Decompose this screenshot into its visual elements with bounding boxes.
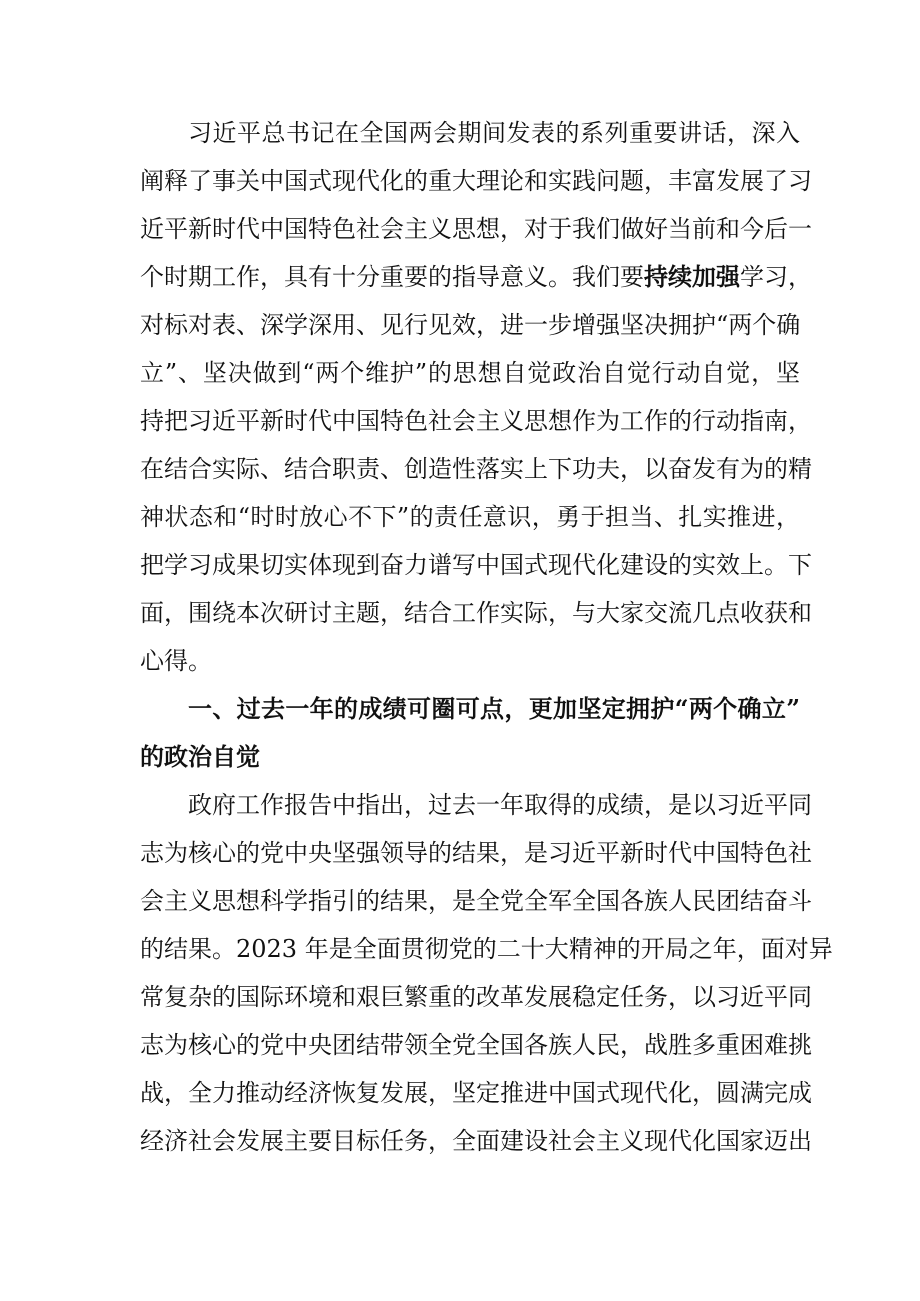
paragraph-line: 神状态和“时时放心不下”的责任意识，勇于担当、扎实推进， — [140, 503, 800, 531]
paragraph-text: 个时期工作，具有十分重要的指导意义。我们要 — [140, 263, 644, 291]
paragraph-line: 政府工作报告中指出，过去一年取得的成绩，是以习近平同 — [188, 791, 812, 819]
section-heading: 的政治自觉 — [140, 742, 260, 771]
paragraph-line: 习近平总书记在全国两会期间发表的系列重要讲话，深入 — [188, 119, 800, 147]
paragraph-text: 学习， — [740, 263, 812, 291]
paragraph-line: 对标对表、深学深用、见行见效，进一步增强坚决拥护“两个确 — [140, 311, 801, 339]
paragraph-line: 面，围绕本次研讨主题，结合工作实际，与大家交流几点收获和 — [140, 599, 812, 627]
paragraph-line: 志为核心的党中央团结带领全党全国各族人民，战胜多重困难挑 — [140, 1031, 812, 1059]
paragraph-line: 持把习近平新时代中国特色社会主义思想作为工作的行动指南， — [140, 407, 812, 435]
paragraph-line: 的结果。2023 年是全面贯彻党的二十大精神的开局之年，面对异 — [140, 935, 833, 963]
paragraph-line: 在结合实际、结合职责、创造性落实上下功夫，以奋发有为的精 — [140, 455, 812, 483]
paragraph-line: 战，全力推动经济恢复发展，坚定推进中国式现代化，圆满完成 — [140, 1079, 812, 1107]
paragraph-line: 立”、坚决做到“两个维护”的思想自觉政治自觉行动自觉，坚 — [140, 359, 800, 387]
section-heading: 一、过去一年的成绩可圈可点，更加坚定拥护“两个确立” — [188, 694, 800, 723]
paragraph-line: 经济社会发展主要目标任务，全面建设社会主义现代化国家迈出 — [140, 1127, 812, 1155]
emphasis-text: 持续加强 — [644, 262, 740, 291]
paragraph-line: 近平新时代中国特色社会主义思想，对于我们做好当前和今后一 — [140, 215, 812, 243]
paragraph-line: 心得。 — [140, 647, 212, 675]
paragraph-line: 常复杂的国际环境和艰巨繁重的改革发展稳定任务，以习近平同 — [140, 983, 812, 1011]
paragraph-line: 志为核心的党中央坚强领导的结果，是习近平新时代中国特色社 — [140, 839, 812, 867]
paragraph-line: 阐释了事关中国式现代化的重大理论和实践问题，丰富发展了习 — [140, 167, 812, 195]
paragraph-line-with-emphasis — [140, 257, 812, 297]
paragraph-line: 把学习成果切实体现到奋力谱写中国式现代化建设的实效上。下 — [140, 551, 812, 579]
paragraph-line: 会主义思想科学指引的结果，是全党全军全国各族人民团结奋斗 — [140, 887, 812, 915]
